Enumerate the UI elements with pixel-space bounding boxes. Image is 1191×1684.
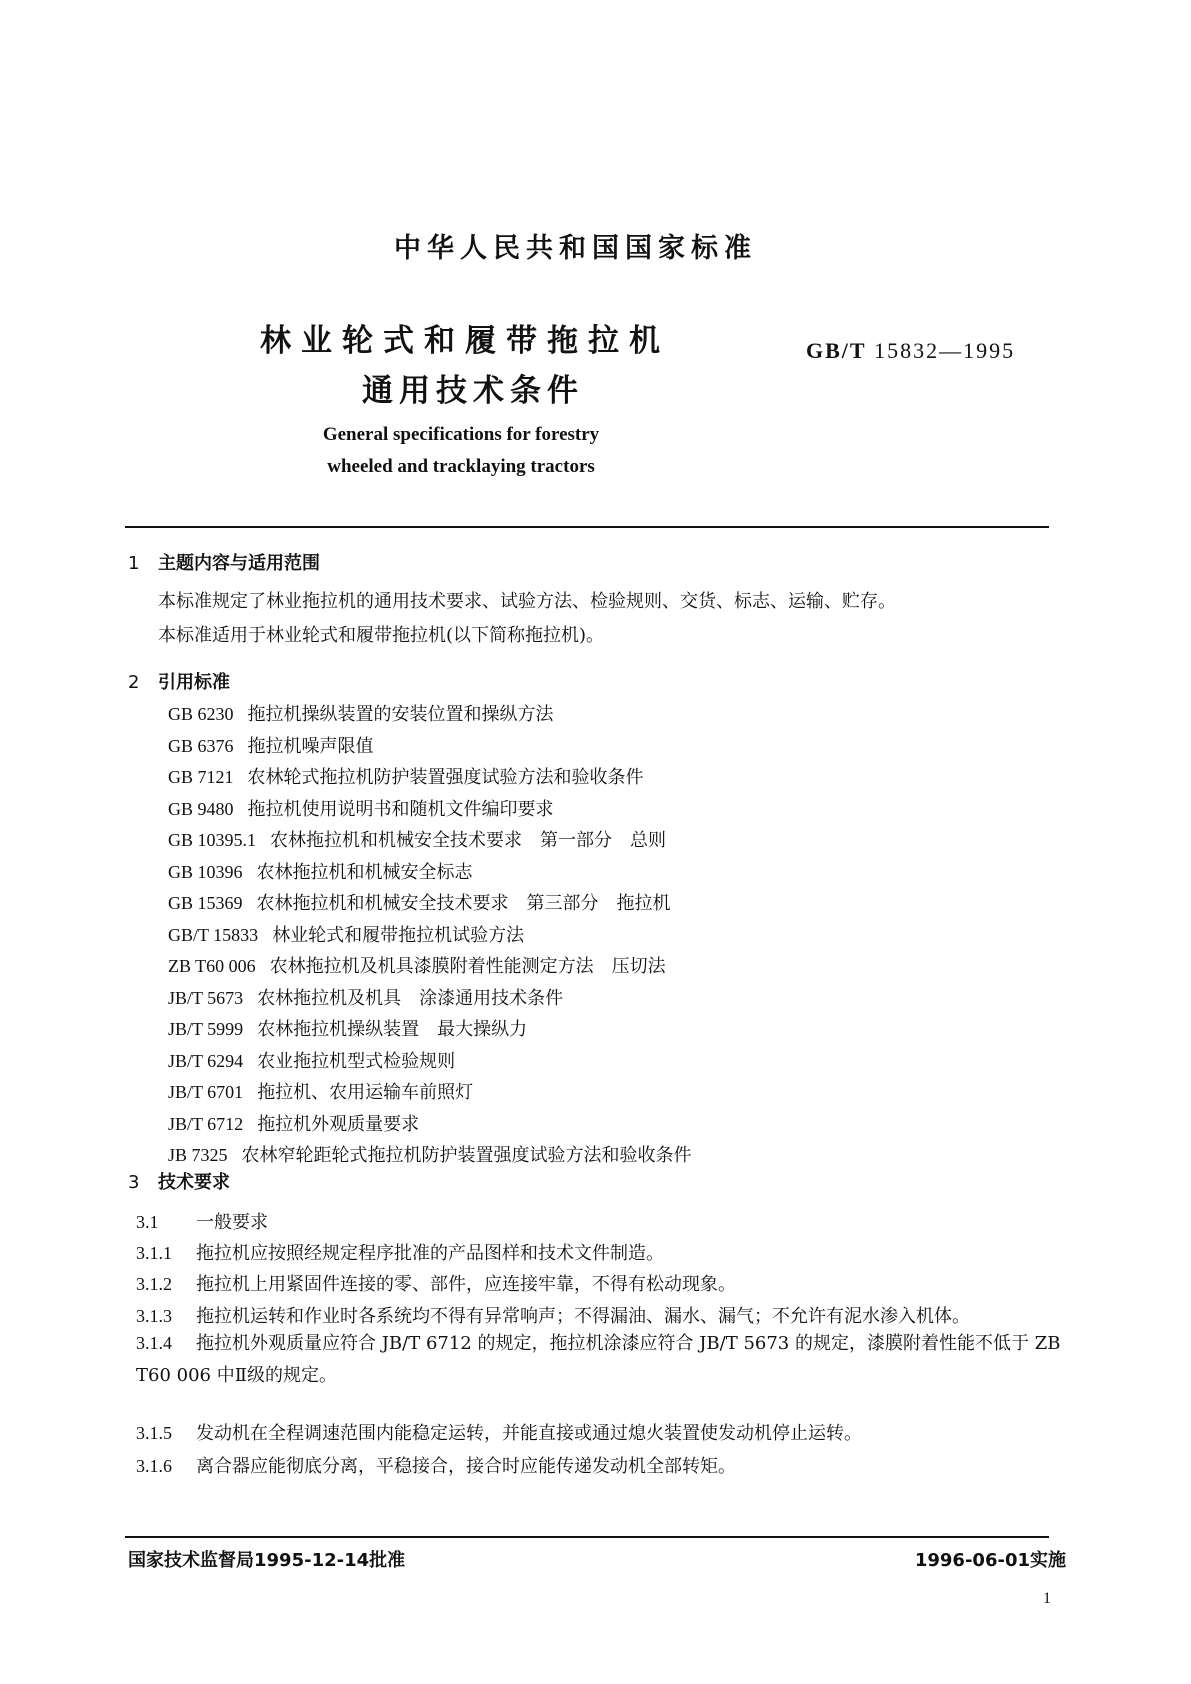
reference-code: ZB T60 006 [168,956,256,976]
requirement-text: 拖拉机应按照经规定程序批准的产品图样和技术文件制造。 [196,1243,664,1264]
reference-item [168,732,692,764]
requirement-number: 3.1.2 [136,1274,172,1294]
requirement-text: 拖拉机运转和作业时各系统均不得有异常响声；不得漏油、漏水、漏气；不允许有泥水渗入机体。 [196,1306,970,1327]
reference-title: 农林拖拉机及机具漆膜附着性能测定方法 压切法 [269,956,666,977]
reference-title: 农林拖拉机和机械安全技术要求 第一部分 总则 [270,830,667,851]
reference-title: 拖拉机、农用运输车前照灯 [257,1082,474,1103]
reference-item [168,700,692,732]
english-title-line2: wheeled and tracklaying tractors [327,456,595,477]
requirement-item [136,1419,862,1445]
english-title-line1: General specifications for forestry [322,424,600,445]
reference-title: 拖拉机使用说明书和随机文件编印要求 [247,798,554,820]
reference-title: 拖拉机操纵装置的安装位置和操纵方法 [247,704,554,725]
section-title: 技术要求 [158,1172,230,1193]
page-number: 1 [1043,1590,1051,1607]
reference-title: 农林拖拉机操纵装置 最大操纵力 [257,1019,528,1040]
implementation-date: 1996-06-01实施 [914,1550,1066,1571]
reference-item [168,1078,692,1110]
header-divider [125,526,1049,528]
reference-title: 农林拖拉机和机械安全技术要求 第三部分 拖拉机 [256,893,671,914]
reference-code: GB 10396 [168,861,243,882]
reference-title: 林业轮式和履带拖拉机试验方法 [272,924,525,946]
reference-title: 拖拉机外观质量要求 [257,1113,420,1135]
requirement-item [136,1239,664,1265]
reference-item [168,858,692,890]
reference-code: GB 15369 [168,893,243,913]
standard-code [806,338,1015,364]
requirement-text: 离合器应能彻底分离，平稳接合，接合时应能传递发动机全部转矩。 [196,1456,736,1477]
document-title-line1: 林业轮式和履带拖拉机 [260,323,670,359]
approval-date: 国家技术监督局1995-12-14批准 [128,1550,406,1571]
reference-item [168,1047,692,1079]
reference-item [168,1141,692,1173]
reference-code: JB/T 6701 [168,1082,244,1102]
section-1-heading [128,549,320,575]
reference-code: GB 10395.1 [168,830,257,850]
reference-code: GB 7121 [168,767,234,787]
requirement-number: 3.1.3 [136,1306,172,1326]
document-title-line2: 通用技术条件 [362,373,584,409]
reference-item [168,795,692,827]
reference-item [168,763,692,795]
reference-title: 农林窄轮距轮式拖拉机防护装置强度试验方法和验收条件 [241,1145,692,1166]
reference-code: GB 6376 [168,735,234,756]
requirement-number: 3.1.4 [136,1333,172,1353]
requirement-item [136,1270,736,1296]
requirement-number: 3.1.5 [136,1423,172,1443]
reference-item [168,952,692,984]
section-3-heading [128,1168,230,1194]
requirement-item [136,1208,268,1234]
national-standard-heading: 中华人民共和国国家标准 [394,233,757,264]
standard-code-number: 15832—1995 [874,338,1016,363]
reference-code: JB/T 5673 [168,987,244,1008]
section-title: 引用标准 [158,672,230,693]
reference-code: GB 6230 [168,704,234,724]
reference-item [168,1015,692,1047]
reference-code: JB/T 6712 [168,1113,244,1134]
reference-code: GB/T 15833 [168,924,259,945]
requirement-text: 一般要求 [196,1212,268,1233]
section-2-heading [128,668,230,694]
reference-item [168,889,692,921]
reference-item [168,826,692,858]
requirement-item [136,1302,970,1328]
requirement-number: 3.1 [136,1212,159,1232]
reference-code: JB/T 6294 [168,1050,244,1071]
footer-divider [125,1536,1049,1538]
requirement-number: 3.1.6 [136,1456,172,1476]
requirement-text: 拖拉机外观质量应符合 JB/T 6712 的规定，拖拉机涂漆应符合 JB/T 5673 的规定，漆膜附着性能不低于 ZB T60 006 中Ⅱ级的规定。 [136,1333,1061,1386]
reference-title: 农林拖拉机和机械安全标志 [256,861,473,883]
reference-item [168,1110,692,1142]
reference-title: 农业拖拉机型式检验规则 [257,1050,456,1072]
requirement-item [136,1327,1066,1392]
reference-title: 农林拖拉机及机具 涂漆通用技术条件 [257,987,564,1009]
requirement-item [136,1452,736,1478]
reference-title: 拖拉机噪声限值 [247,735,374,757]
referenced-standards-list [168,700,692,1173]
reference-code: JB 7325 [168,1145,228,1165]
standard-code-prefix: GB/T [806,338,867,363]
reference-item [168,984,692,1016]
section-title: 主题内容与适用范围 [158,553,320,574]
reference-code: JB/T 5999 [168,1019,244,1039]
requirement-text: 拖拉机上用紧固件连接的零、部件，应连接牢靠，不得有松动现象。 [196,1274,736,1295]
section-number: 3 [128,1172,140,1193]
requirement-text: 发动机在全程调速范围内能稳定运转，并能直接或通过熄火装置使发动机停止运转。 [196,1423,862,1444]
reference-item [168,921,692,953]
section-number: 1 [128,553,140,574]
requirement-number: 3.1.1 [136,1243,172,1263]
section-1-paragraph-2: 本标准适用于林业轮式和履带拖拉机(以下简称拖拉机)。 [158,625,605,646]
section-1-paragraph-1: 本标准规定了林业拖拉机的通用技术要求、试验方法、检验规则、交货、标志、运输、贮存。 [158,591,896,612]
reference-code: GB 9480 [168,798,234,819]
reference-title: 农林轮式拖拉机防护装置强度试验方法和验收条件 [247,767,644,788]
section-number: 2 [128,672,140,693]
